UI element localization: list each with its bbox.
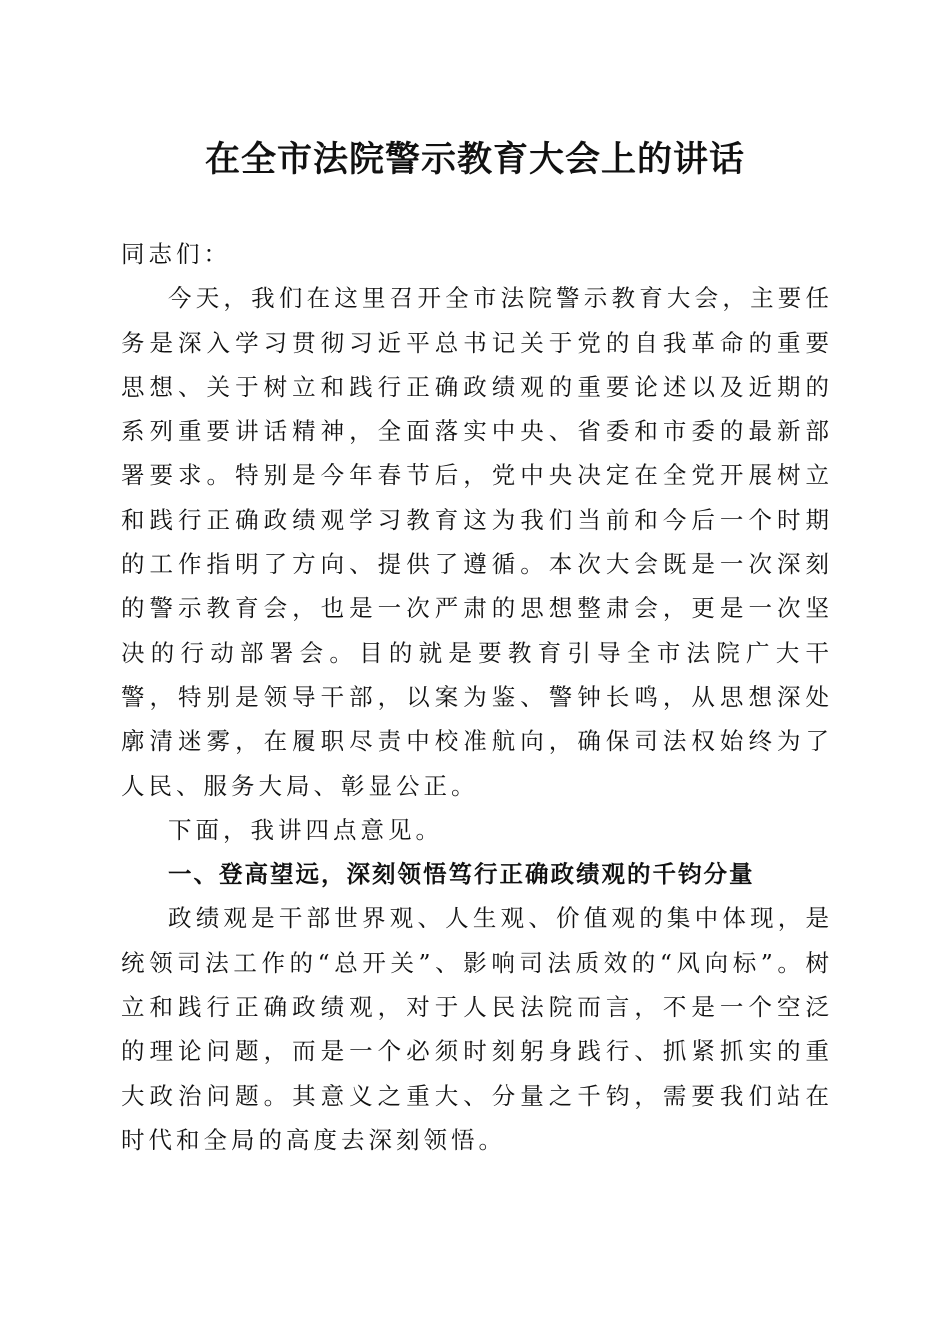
document-body [121,232,833,1162]
salutation: 同志们： [121,240,231,268]
paragraph-intro: 今天，我们在这里召开全市法院警示教育大会，主要任务是深入学习贯彻习近平总书记关于党的自我革命的重要思想、关于树立和践行正确政绩观的重要论述以及近期的系列重要讲话精神，全面落实中央、省委和市委的最新部署要求。特别是今年春节后，党中央决定在全党开展树立和践行正确政绩观学习教育这为我们当前和今后一个时期的工作指明了方向、提供了遵循。本次大会既是一次深刻的警示教育会，也是一次严肃的思想整肃会，更是一次坚决的行动部署会。目的就是要教育引导全市法院广大干警，特别是领导干部，以案为鉴、警钟长鸣，从思想深处廓清迷雾，在履职尽责中校准航向，确保司法权始终为了人民、服务大局、彰显公正。 [121,284,833,800]
section-heading-1: 一、登高望远，深刻领悟笃行正确政绩观的千钧分量 [168,860,755,889]
document-title: 在全市法院警示教育大会上的讲话 [204,139,745,180]
section-paragraph-1: 政绩观是干部世界观、人生观、价值观的集中体现，是统领司法工作的“总开关”、影响司法质效的“风向标”。树立和践行正确政绩观，对于人民法院而言，不是一个空泛的理论问题，而是一个必须时刻躬身践行、抓紧抓实的重大政治问题。其意义之重大、分量之千钧，需要我们站在时代和全局的高度去深刻领悟。 [121,904,833,1154]
paragraph-outline: 下面，我讲四点意见。 [168,815,443,844]
